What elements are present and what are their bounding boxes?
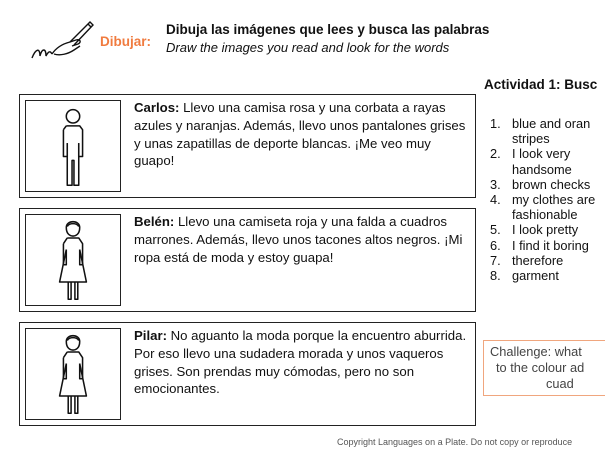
card-description: Llevo una camiseta roja y una falda a cuadros marrones. Además, llevo unos tacones altos negros. ¡Mi ropa está de moda y estoy guapa! xyxy=(134,214,463,265)
worksheet-header xyxy=(30,18,605,68)
list-item: 4. my clothes are fashionable xyxy=(490,192,596,223)
challenge-text: cuad xyxy=(546,376,574,391)
page-title: Dibuja las imágenes que lees y busca las palabras xyxy=(166,22,490,37)
challenge-box xyxy=(483,340,605,396)
drawing-box[interactable] xyxy=(25,100,121,192)
vocab-list xyxy=(490,116,605,283)
list-item: 3. brown checks xyxy=(490,176,591,192)
drawing-box[interactable] xyxy=(25,214,121,306)
card-name: Carlos: xyxy=(134,100,180,115)
list-item: 8. garment xyxy=(490,268,559,284)
challenge-text: to the colour ad xyxy=(496,360,585,375)
section-label: Dibujar: xyxy=(100,34,152,49)
challenge-text: Challenge: what xyxy=(490,344,582,359)
list-item: 5. I look pretty xyxy=(490,222,579,238)
copyright-notice: Copyright Languages on a Plate. Do not copy or reproduce xyxy=(337,437,573,447)
card-description: No aguanto la moda porque la encuentro aburrida. Por eso llevo una sudadera morada y unos vaqueros grises. Son prendas muy cómodas, pero no son emocionantes. xyxy=(134,328,467,397)
list-item: 6. I find it boring xyxy=(490,237,589,253)
page-subtitle: Draw the images you read and look for the words xyxy=(166,40,450,55)
list-item: 7. therefore xyxy=(490,252,564,268)
card-description: Llevo una camisa rosa y una corbata a rayas azules y naranjas. Además, llevo unos pantalones grises y unas zapatillas de deporte blancas. ¡Me veo muy guapo! xyxy=(134,100,466,169)
list-item: 2. I look very handsome xyxy=(490,146,572,177)
woman-figure-icon xyxy=(26,329,120,419)
hand-drawing-icon xyxy=(30,18,96,66)
list-item: 1. blue and oran stripes xyxy=(490,116,591,147)
card-belen xyxy=(19,208,476,312)
card-name: Belén: xyxy=(134,214,175,229)
activity-title: Actividad 1: Busc xyxy=(484,77,598,92)
drawing-box[interactable] xyxy=(25,328,121,420)
card-pilar xyxy=(19,322,476,426)
card-name: Pilar: xyxy=(134,328,167,343)
card-carlos xyxy=(19,94,476,198)
man-figure-icon xyxy=(26,101,120,191)
woman-figure-icon xyxy=(26,215,120,305)
